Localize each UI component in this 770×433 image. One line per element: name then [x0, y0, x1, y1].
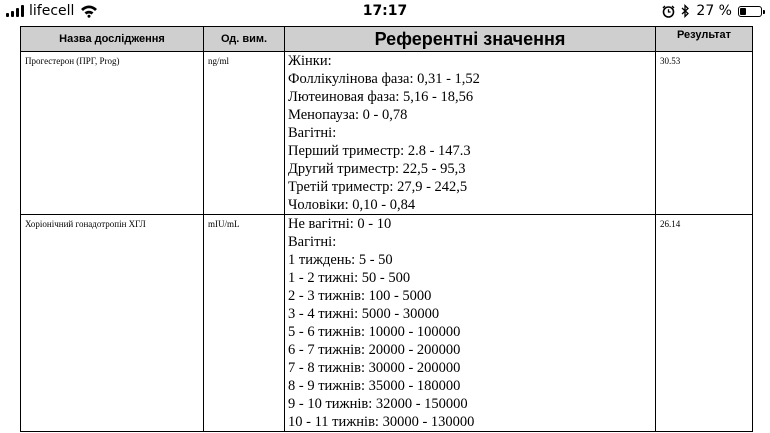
- battery-percent: 27 %: [696, 3, 732, 19]
- bluetooth-icon: [681, 4, 690, 18]
- reference-line: 2 - 3 тижнів: 100 - 5000: [288, 288, 432, 304]
- lab-results-table: [20, 26, 753, 432]
- table-header-row: [21, 27, 753, 52]
- battery-level: [740, 8, 746, 15]
- table-row-progesterone: [21, 52, 753, 215]
- test-result: 26.14: [656, 215, 753, 432]
- reference-line: Третій триместр: 27,9 - 242,5: [288, 179, 468, 195]
- reference-line: Фоллікулінова фаза: 0,31 - 1,52: [288, 71, 480, 87]
- reference-line: 1 - 2 тижні: 50 - 500: [288, 270, 411, 286]
- reference-line: Чоловіки: 0,10 - 0,84: [288, 197, 416, 213]
- reference-line: Перший триместр: 2.8 - 147.3: [288, 143, 471, 159]
- alarm-clock-icon: [662, 5, 675, 18]
- header-reference: Референтні значення: [285, 27, 656, 52]
- test-name: Прогестерон (ПРГ, Prog): [21, 52, 204, 215]
- reference-line: 10 - 11 тижнів: 30000 - 130000: [288, 414, 475, 430]
- test-unit: ng/ml: [204, 52, 285, 215]
- reference-line: 6 - 7 тижнів: 20000 - 200000: [288, 342, 461, 358]
- reference-line: 9 - 10 тижнів: 32000 - 150000: [288, 396, 468, 412]
- reference-line: Жінки:: [288, 53, 332, 69]
- reference-line: Вагітні:: [288, 234, 337, 250]
- test-name: Хоріонічний гонадотропін ХГЛ: [21, 215, 204, 432]
- reference-line: 7 - 8 тижнів: 30000 - 200000: [288, 360, 461, 376]
- reference-line: Лютеиновая фаза: 5,16 - 18,56: [288, 89, 474, 105]
- reference-line: 5 - 6 тижнів: 10000 - 100000: [288, 324, 461, 340]
- reference-line: Менопауза: 0 - 0,78: [288, 107, 408, 123]
- header-result: Результат: [656, 27, 753, 52]
- carrier-name: lifecell: [29, 3, 75, 19]
- reference-values: [285, 215, 656, 432]
- status-bar: [0, 0, 770, 24]
- reference-line: 8 - 9 тижнів: 35000 - 180000: [288, 378, 461, 394]
- header-test-name: Назва дослідження: [21, 27, 204, 52]
- clock: 17:17: [362, 3, 408, 19]
- status-right: [662, 3, 762, 19]
- reference-line: Другий триместр: 22,5 - 95,3: [288, 161, 466, 177]
- reference-line: Вагітні:: [288, 125, 337, 141]
- battery-icon: [738, 6, 762, 17]
- reference-line: 1 тиждень: 5 - 50: [288, 252, 393, 268]
- reference-line: Не вагітні: 0 - 10: [288, 216, 392, 232]
- table-row-hcg: [21, 215, 753, 432]
- reference-line: 3 - 4 тижні: 5000 - 30000: [288, 306, 440, 322]
- header-unit: Од. вим.: [204, 27, 285, 52]
- reference-values: [285, 52, 656, 215]
- test-unit: mIU/mL: [204, 215, 285, 432]
- test-result: 30.53: [656, 52, 753, 215]
